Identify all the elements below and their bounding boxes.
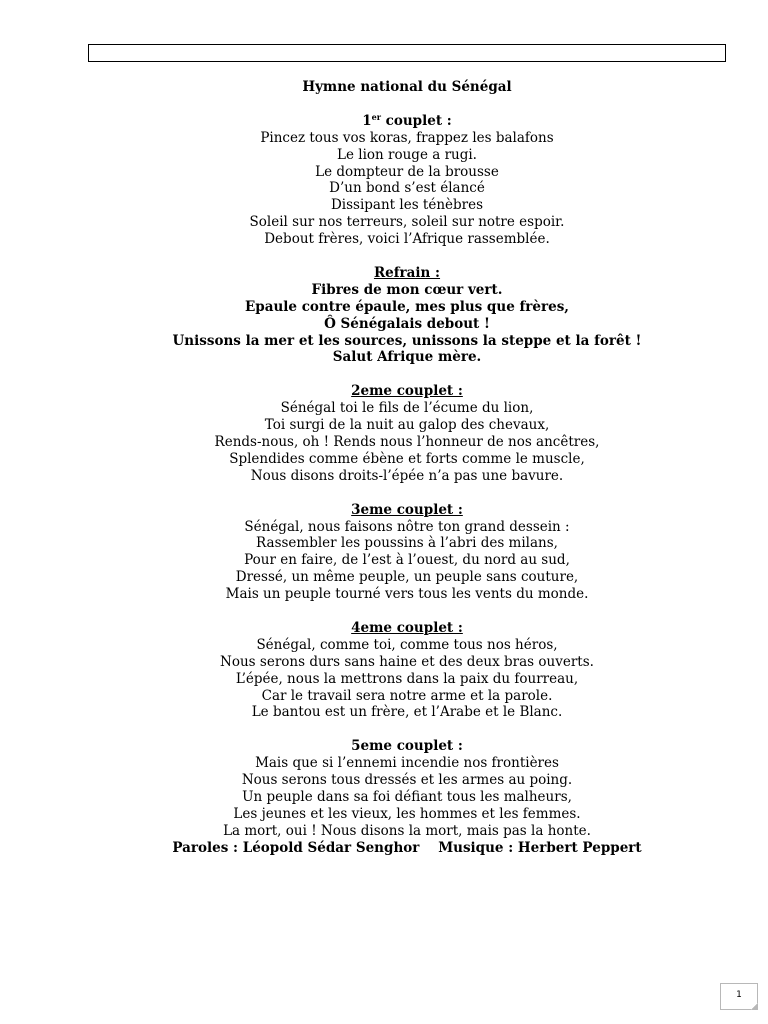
verse-line: Debout frères, voici l’Afrique rassemblée. [264, 231, 550, 248]
refrain-line: Epaule contre épaule, mes plus que frères, [244, 298, 569, 315]
credits-line [88, 840, 726, 857]
verse-line: La mort, oui ! Nous disons la mort, mais pas la honte. [223, 822, 591, 839]
music-credit: Musique : Herbert Peppert [438, 839, 642, 856]
verse-line: Le lion rouge a rugi. [337, 146, 477, 163]
verse-line: Toi surgi de la nuit au galop des chevaux, [264, 417, 550, 434]
verse-line: L’épée, nous la mettrons dans la paix du fourreau, [235, 670, 579, 687]
verse-line: Le bantou est un frère, et l’Arabe et le Blanc. [251, 704, 563, 721]
verse-line: Un peuple dans sa foi défiant tous les malheurs, [242, 788, 572, 805]
verse-line: Nous disons droits-l’épée n’a pas une bavure. [250, 467, 564, 484]
verse-line: Sénégal, comme toi, comme tous nos héros, [256, 636, 558, 653]
refrain-line: Ô Sénégalais debout ! [324, 315, 490, 332]
verse-line: Le dompteur de la brousse [315, 163, 499, 180]
refrain-line: Fibres de mon cœur vert. [311, 281, 503, 298]
verse-line: D’un bond s’est élancé [329, 180, 485, 197]
couplet-1-lines [88, 130, 726, 248]
document-title: Hymne national du Sénégal [302, 79, 512, 95]
couplet-2-lines [88, 400, 726, 485]
verse-line: Splendides comme ébène et forts comme le muscle, [229, 450, 585, 467]
verse-line: Les jeunes et les vieux, les hommes et les femmes. [233, 805, 581, 822]
couplet-1-heading: 1er couplet : [362, 111, 452, 129]
verse-line: Rassembler les poussins à l’abri des milans, [256, 535, 558, 552]
refrain-line: Salut Afrique mère. [332, 349, 482, 366]
couplet-4-lines [88, 637, 726, 722]
verse-line: Dressé, un même peuple, un peuple sans couture, [235, 569, 579, 586]
couplet-2-heading: 2eme couplet : [351, 383, 463, 400]
couplet-5-heading: 5eme couplet : [351, 738, 463, 755]
verse-line: Nous serons tous dressés et les armes au poing. [241, 772, 573, 789]
verse-line: Dissipant les ténèbres [330, 197, 484, 214]
verse-line: Mais que si l’ennemi incendie nos frontières [255, 755, 559, 772]
document-body [88, 79, 726, 857]
verse-line: Pour en faire, de l’est à l’ouest, du nord au sud, [244, 552, 570, 569]
verse-line: Sénégal, nous faisons nôtre ton grand dessein : [244, 518, 570, 535]
couplet-3-lines [88, 519, 726, 604]
lyrics-credit: Paroles : Léopold Sédar Senghor [172, 839, 420, 856]
verse-line: Car le travail sera notre arme et la parole. [261, 687, 553, 704]
verse-line: Pincez tous vos koras, frappez les balafons [260, 129, 554, 146]
header-frame [88, 44, 726, 62]
page-number: 1 [720, 983, 758, 1010]
verse-line: Nous serons durs sans haine et des deux bras ouverts. [220, 653, 594, 670]
verse-line: Sénégal toi le fils de l’écume du lion, [280, 400, 534, 417]
refrain-lines [88, 282, 726, 367]
couplet-5-lines [88, 755, 726, 840]
verse-line: Rends-nous, oh ! Rends nous l’honneur de nos ancêtres, [214, 433, 600, 450]
couplet-4-heading: 4eme couplet : [351, 619, 463, 636]
verse-line: Soleil sur nos terreurs, soleil sur notre espoir. [249, 214, 565, 231]
refrain-heading: Refrain : [373, 264, 441, 281]
verse-line: Mais un peuple tourné vers tous les vents du monde. [225, 586, 589, 603]
refrain-line: Unissons la mer et les sources, unissons la steppe et la forêt ! [172, 332, 642, 349]
couplet-3-heading: 3eme couplet : [351, 501, 463, 518]
